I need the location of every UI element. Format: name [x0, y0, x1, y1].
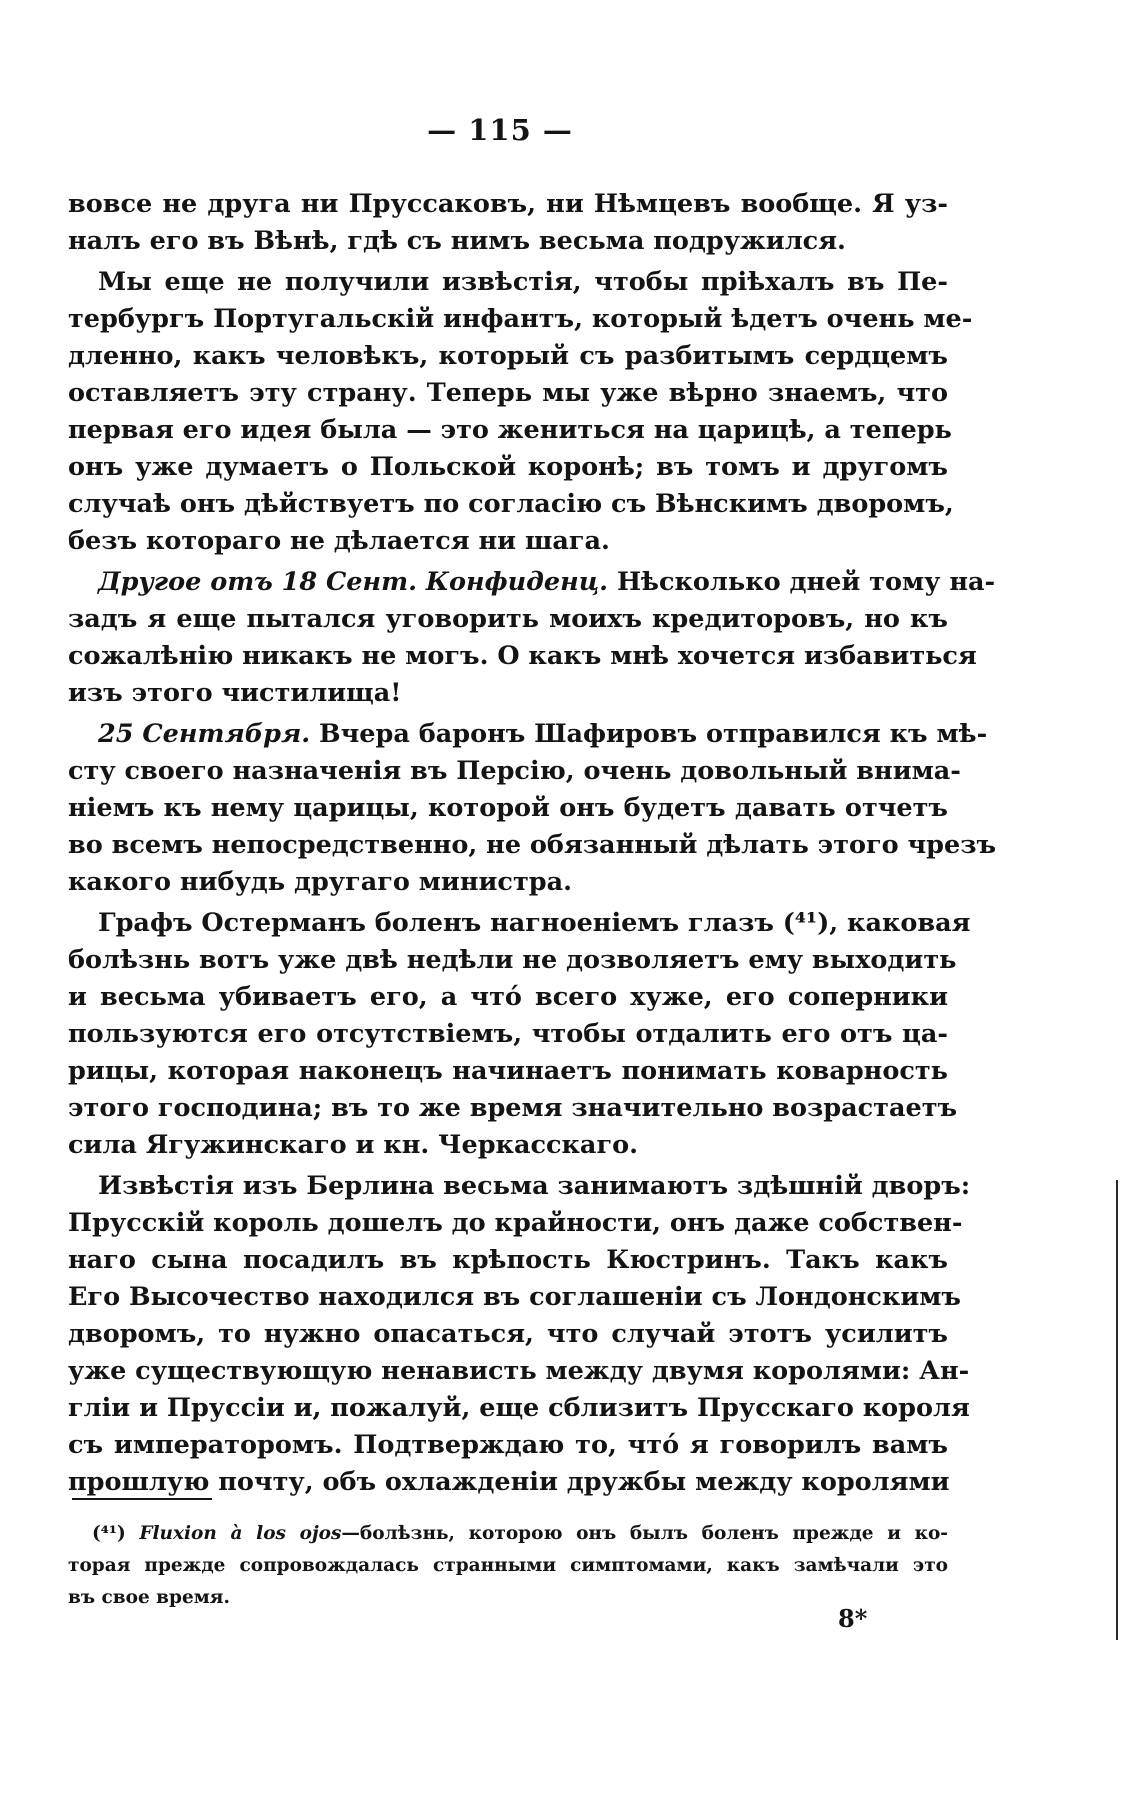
text-line: налъ его въ Вѣнѣ, гдѣ съ нимъ весьма подружился. [68, 226, 846, 256]
footnote-line: торая прежде сопровождалась странными симптомами, какъ замѣчали это [68, 1555, 948, 1576]
footnote-term: Fluxion à los ojos [139, 1523, 342, 1544]
page-header: — 115 — [427, 113, 573, 147]
text-line: пользуются его отсутствіемъ, чтобы отдалить его отъ ца- [68, 1019, 948, 1049]
text-line: уже существующую ненависть между двумя королями: Ан- [68, 1356, 970, 1386]
text-line: дленно, какъ человѣкъ, который съ разбитымъ сердцемъ [68, 341, 948, 371]
text-line: случаѣ онъ дѣйствуетъ по согласію съ Вѣнскимъ дворомъ, [68, 489, 954, 519]
footnote-divider [72, 1498, 212, 1500]
footnote [68, 1518, 948, 1614]
text-line: какого нибудь другаго министра. [68, 867, 572, 897]
signature-mark: 8* [838, 1604, 868, 1633]
text-line: гліи и Пруссіи и, пожалуй, еще сблизитъ Прусскаго короля [68, 1393, 970, 1423]
text-line [68, 564, 996, 601]
text-line: рицы, которая наконецъ начинаетъ понимать коварность [68, 1056, 948, 1086]
text-line: прошлую почту, объ охлажденіи дружбы между королями [68, 1467, 950, 1497]
text-line-rest: Вчера баронъ Шафировъ отправился къ мѣ- [310, 719, 988, 749]
text-line: оставляетъ эту страну. Теперь мы уже вѣрно знаемъ, что [68, 378, 948, 408]
scan-edge [1116, 1180, 1118, 1640]
text-line: Мы еще не получили извѣстія, чтобы пріѣхалъ въ Пе- [98, 267, 948, 297]
letter-heading: Другое отъ 18 Сент. Конфиденц. [98, 567, 609, 597]
text-line: и весьма убиваетъ его, а что́ всего хуже, его соперники [68, 982, 948, 1012]
footnote-line [68, 1518, 948, 1550]
text-line: Извѣстія изъ Берлина весьма занимаютъ здѣшній дворъ: [98, 1171, 971, 1201]
text-line: съ императоромъ. Подтверждаю то, что́ я говорилъ вамъ [68, 1430, 948, 1460]
footnote-line: въ свое время. [68, 1587, 230, 1608]
text-line [68, 716, 988, 753]
text-line: наго сына посадилъ въ крѣпость Кюстринъ. Такъ какъ [68, 1245, 948, 1275]
text-line: во всемъ непосредственно, не обязанный дѣлать этого чрезъ [68, 830, 997, 860]
text-line: первая его идея была — это жениться на царицѣ, а теперь [68, 415, 952, 445]
text-line-rest: Нѣсколько дней тому на- [608, 567, 996, 597]
footnote-line-rest: —болѣзнь, которою онъ былъ боленъ прежде и ко- [341, 1523, 948, 1544]
text-line: изъ этого чистилища! [68, 678, 402, 708]
text-line: болѣзнь вотъ уже двѣ недѣли не дозволяетъ ему выходить [68, 945, 957, 975]
text-line: сожалѣнію никакъ не могъ. О какъ мнѣ хочется избавиться [68, 641, 977, 671]
text-line: сила Ягужинскаго и кн. Черкасскаго. [68, 1130, 638, 1160]
letter-heading: 25 Сентября. [98, 719, 311, 749]
text-line: Графъ Остерманъ боленъ нагноеніемъ глазъ (⁴¹), каковая [98, 908, 971, 938]
footnote-marker: (⁴¹) [92, 1523, 126, 1544]
text-line: этого господина; въ то же время значительно возрастаетъ [68, 1093, 958, 1123]
text-line: Прусскій король дошелъ до крайности, онъ даже собствен- [68, 1208, 963, 1238]
text-line: безъ котораго не дѣлается ни шага. [68, 526, 610, 556]
text-line: задъ я еще пытался уговорить моихъ кредиторовъ, но къ [68, 604, 948, 634]
text-line: онъ уже думаетъ о Польской коронѣ; въ томъ и другомъ [68, 452, 948, 482]
text-line: тербургъ Португальскій инфантъ, который ѣдетъ очень ме- [68, 304, 973, 334]
body-text [68, 186, 997, 1501]
text-line: сту своего назначенія въ Персію, очень довольный внима- [68, 756, 961, 786]
text-line: вовсе не друга ни Пруссаковъ, ни Нѣмцевъ вообще. Я уз- [68, 189, 948, 219]
text-line: Его Высочество находился въ соглашеніи съ Лондонскимъ [68, 1282, 961, 1312]
text-line: ніемъ къ нему царицы, которой онъ будетъ давать отчетъ [68, 793, 948, 823]
text-line: дворомъ, то нужно опасаться, что случай этотъ усилитъ [68, 1319, 948, 1349]
